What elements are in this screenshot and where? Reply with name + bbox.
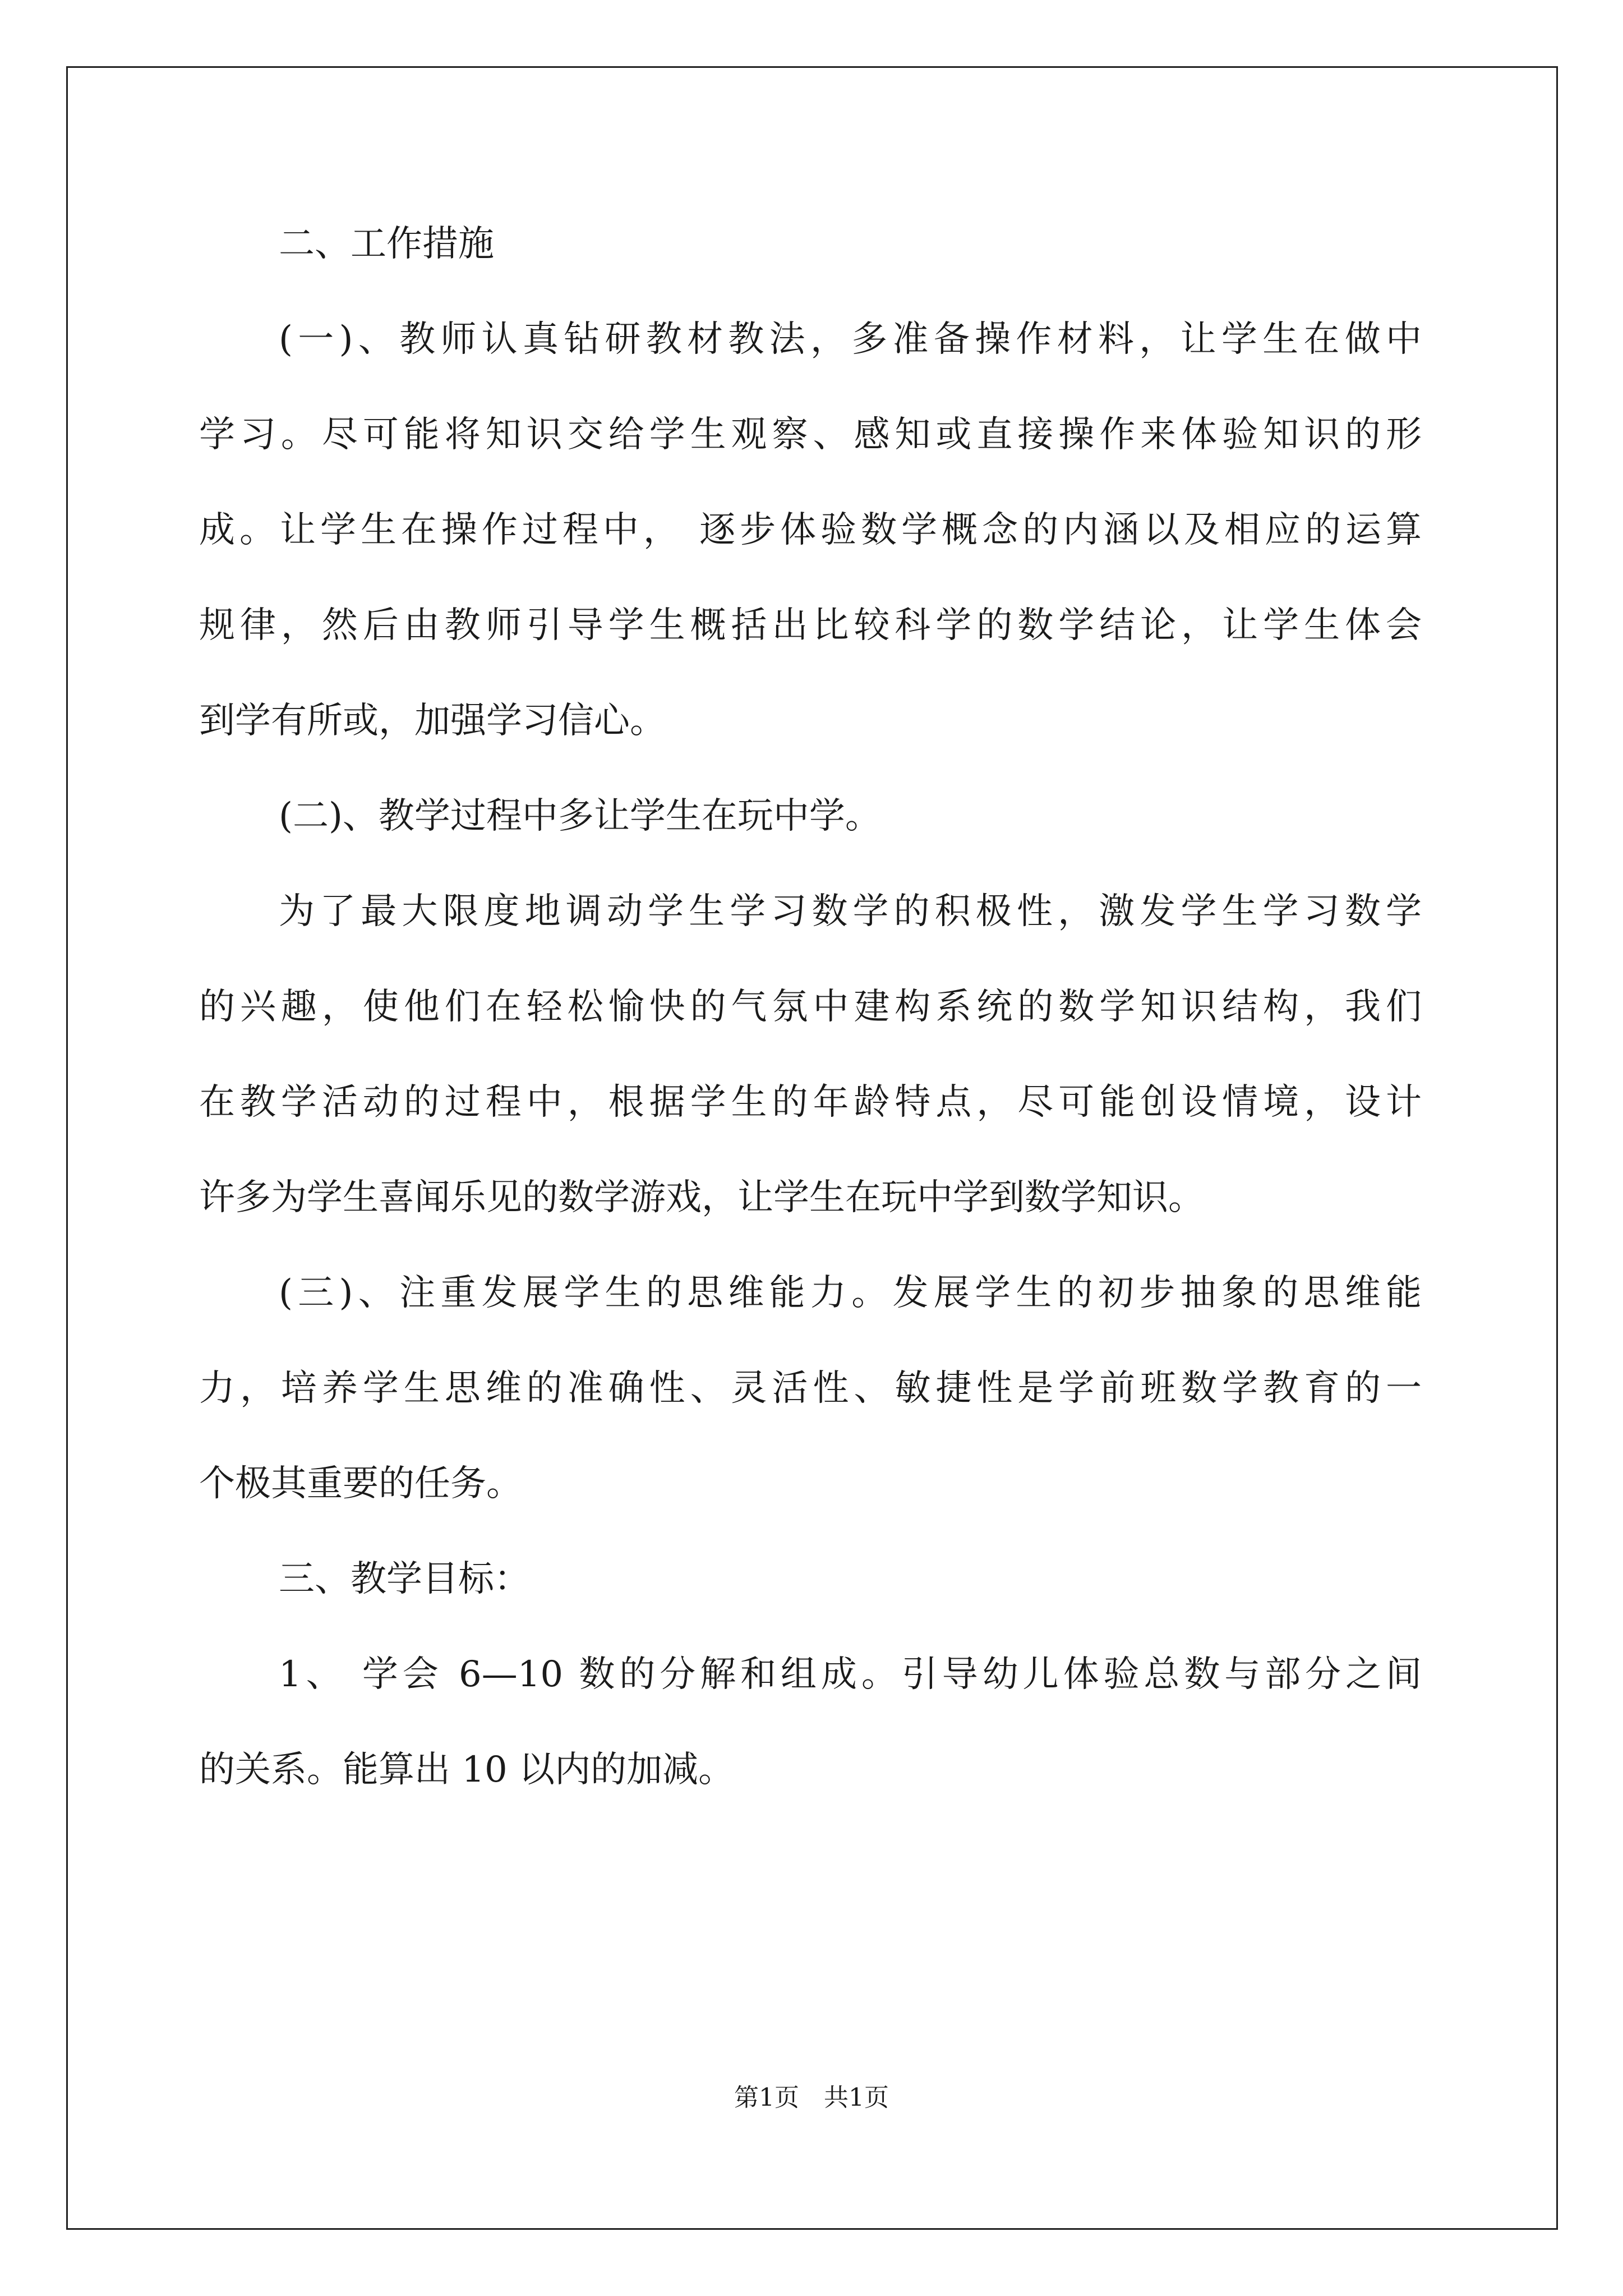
page-number-total: 共1页 xyxy=(824,2083,889,2112)
paragraph-line: 为了最大限度地调动学生学习数学的积极性，激发学生学习数学 xyxy=(279,891,1422,932)
paragraph-line: 许多为学生喜闻乐见的数学游戏，让学生在玩中学到数学知识。 xyxy=(199,1177,1204,1218)
paragraph-line: 到学有所或，加强学习信心。 xyxy=(199,700,666,742)
section-heading-goals: 三、教学目标： xyxy=(279,1558,530,1600)
page-border xyxy=(66,66,1558,2230)
paragraph-line: 力，培养学生思维的准确性、灵活性、敏捷性是学前班数学教育的一 xyxy=(199,1368,1422,1409)
paragraph-line: 在教学活动的过程中，根据学生的年龄特点，尽可能创设情境，设计 xyxy=(199,1082,1422,1123)
paragraph-line: (二)、教学过程中多让学生在玩中学。 xyxy=(279,795,881,837)
page-number-current: 第1页 xyxy=(734,2083,799,2112)
paragraph-line: 学习。尽可能将知识交给学生观察、感知或直接操作来体验知识的形 xyxy=(199,414,1422,455)
section-heading-measures: 二、工作措施 xyxy=(279,223,494,265)
paragraph-line: 规律，然后由教师引导学生概括出比较科学的数学结论，让学生体会 xyxy=(199,605,1422,646)
paragraph-line: 成。让学生在操作过程中， 逐步体验数学概念的内涵以及相应的运算 xyxy=(199,509,1422,551)
paragraph-line: (三)、注重发展学生的思维能力。发展学生的初步抽象的思维能 xyxy=(279,1272,1422,1314)
paragraph-line: 1、 学会 6—10 数的分解和组成。引导幼儿体验总数与部分之间 xyxy=(279,1654,1422,1695)
paragraph-line: 个极其重要的任务。 xyxy=(199,1463,522,1504)
paragraph-line: 的关系。能算出 10 以内的加减。 xyxy=(199,1749,735,1791)
paragraph-line: 的兴趣，使他们在轻松愉快的气氛中建构系统的数学知识结构，我们 xyxy=(199,986,1422,1028)
paragraph-line: (一)、教师认真钻研教材教法，多准备操作材料，让学生在做中 xyxy=(279,319,1422,360)
page-footer xyxy=(0,2081,1623,2115)
